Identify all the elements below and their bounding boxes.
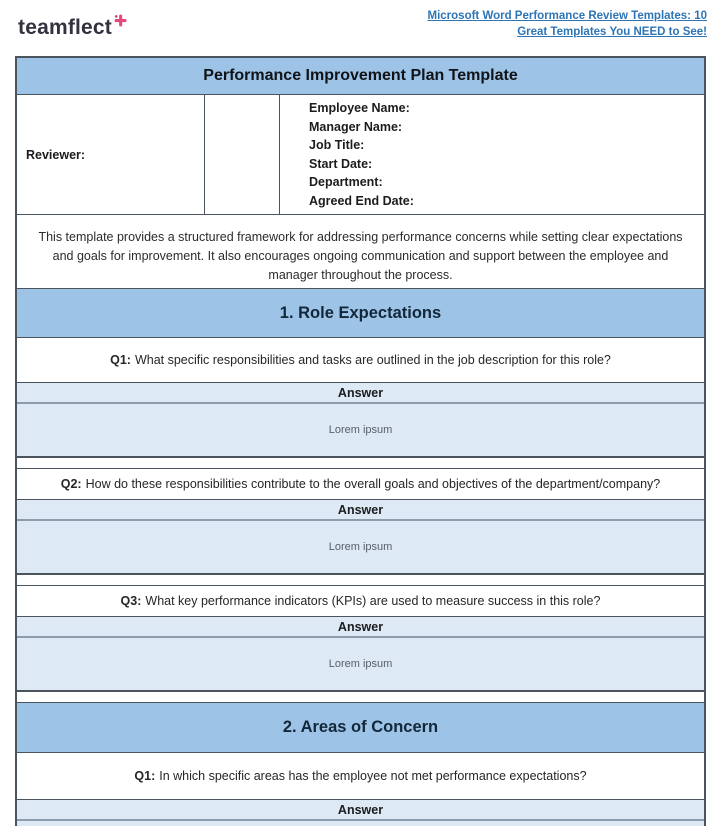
field-label-employee-name: Employee Name: bbox=[309, 101, 410, 115]
question-row-s1-q1 bbox=[17, 337, 704, 382]
row-spacer bbox=[17, 456, 704, 468]
question-row-s1-q2 bbox=[17, 468, 704, 499]
question-prefix: Q1: bbox=[134, 769, 156, 783]
section-header-role-expectations: 1. Role Expectations bbox=[17, 288, 704, 337]
answer-header-s2-q1: Answer bbox=[17, 799, 704, 819]
answer-field-s1-q2[interactable]: Lorem ipsum bbox=[17, 519, 704, 573]
question-prefix: Q3: bbox=[120, 594, 142, 608]
question-prefix: Q1: bbox=[110, 353, 131, 367]
question-text: What key performance indicators (KPIs) are used to measure success in this role? bbox=[145, 594, 601, 608]
reviewer-label-cell bbox=[17, 95, 204, 214]
template-description: This template provides a structured framework for addressing performance concerns while setting clear expectations and goals for improvement. It also encourages ongoing communication and support between the employee and manager throughout the process. bbox=[17, 214, 704, 288]
logo-text: teamflect bbox=[18, 16, 113, 39]
answer-header-s1-q2: Answer bbox=[17, 499, 704, 519]
page-header bbox=[0, 0, 720, 56]
section-header-areas-of-concern: 2. Areas of Concern bbox=[17, 702, 704, 752]
answer-field-s1-q1[interactable]: Lorem ipsum bbox=[17, 402, 704, 456]
info-row bbox=[17, 94, 704, 214]
field-label-job-title: Job Title: bbox=[309, 138, 365, 152]
article-link-line1: Microsoft Word Performance Review Templates: 10 bbox=[427, 10, 707, 22]
reviewer-input-cell[interactable] bbox=[204, 95, 280, 214]
question-text: In which specific areas has the employee not met performance expectations? bbox=[159, 769, 587, 783]
answer-field-s1-q3[interactable]: Lorem ipsum bbox=[17, 636, 704, 690]
answer-field-s2-q1[interactable] bbox=[17, 819, 704, 826]
answer-header-s1-q3: Answer bbox=[17, 616, 704, 636]
document-title: Performance Improvement Plan Template bbox=[17, 58, 704, 94]
article-link-line2: Great Templates You NEED to See! bbox=[517, 26, 707, 38]
question-row-s2-q1 bbox=[17, 752, 704, 799]
logo-sparkle-icon bbox=[113, 13, 128, 28]
question-row-s1-q3 bbox=[17, 585, 704, 616]
field-label-agreed-end-date: Agreed End Date: bbox=[309, 193, 414, 208]
question-text: What specific responsibilities and tasks are outlined in the job description for this role? bbox=[134, 353, 611, 367]
question-prefix: Q2: bbox=[60, 477, 82, 491]
teamflect-logo bbox=[18, 16, 128, 40]
answer-header-s1-q1: Answer bbox=[17, 382, 704, 402]
question-text: How do these responsibilities contribute to the overall goals and objectives of the department/company? bbox=[85, 477, 661, 491]
row-spacer bbox=[17, 690, 704, 702]
row-spacer bbox=[17, 573, 704, 585]
employee-fields-cell bbox=[280, 95, 704, 214]
reviewer-label: Reviewer: bbox=[26, 147, 86, 162]
article-link[interactable] bbox=[428, 8, 708, 40]
pip-template-table bbox=[15, 56, 706, 826]
field-label-department: Department: bbox=[309, 175, 383, 189]
field-label-start-date: Start Date: bbox=[309, 156, 373, 171]
field-label-manager-name: Manager Name: bbox=[309, 119, 403, 134]
